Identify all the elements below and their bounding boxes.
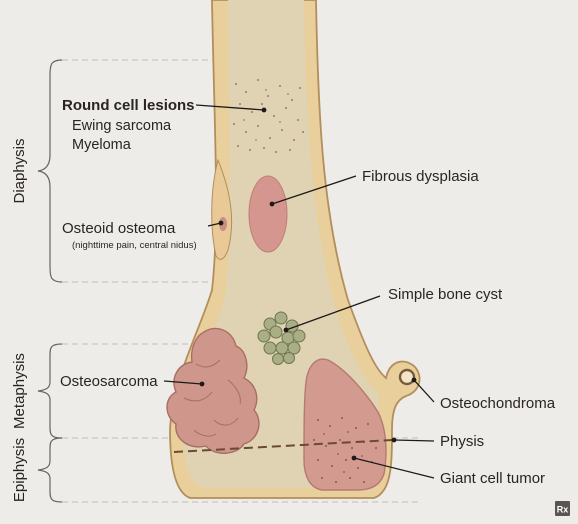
fibrous-dysplasia-lesion [249, 176, 287, 252]
label-osteochondroma: Osteochondroma [440, 395, 556, 412]
region-label-diaphysis: Diaphysis [11, 138, 28, 204]
osteochondroma-lesion [400, 370, 414, 384]
rx-logo-text: Rx [556, 504, 569, 515]
metaphysis-brace [38, 344, 62, 438]
label-ewing-sarcoma: Ewing sarcoma [72, 118, 172, 134]
label-myeloma: Myeloma [72, 137, 131, 153]
label-osteosarcoma: Osteosarcoma [60, 373, 158, 390]
label-simple-bone-cyst: Simple bone cyst [388, 286, 503, 303]
label-physis: Physis [440, 433, 485, 450]
region-label-epiphysis: Epiphysis [11, 437, 28, 503]
label-round-cell-lesions: Round cell lesions [62, 97, 195, 114]
label-fibrous-dysplasia: Fibrous dysplasia [362, 168, 479, 185]
epiphysis-brace [38, 438, 62, 502]
label-osteoid-osteoma: Osteoid osteoma [62, 220, 176, 237]
label-osteoid-osteoma-note: (nighttime pain, central nidus) [72, 240, 197, 251]
label-giant-cell-tumor: Giant cell tumor [440, 470, 546, 487]
region-braces [38, 60, 62, 502]
diaphysis-brace [38, 60, 62, 282]
region-label-metaphysis: Metaphysis [11, 353, 28, 429]
rx-logo [555, 501, 570, 516]
